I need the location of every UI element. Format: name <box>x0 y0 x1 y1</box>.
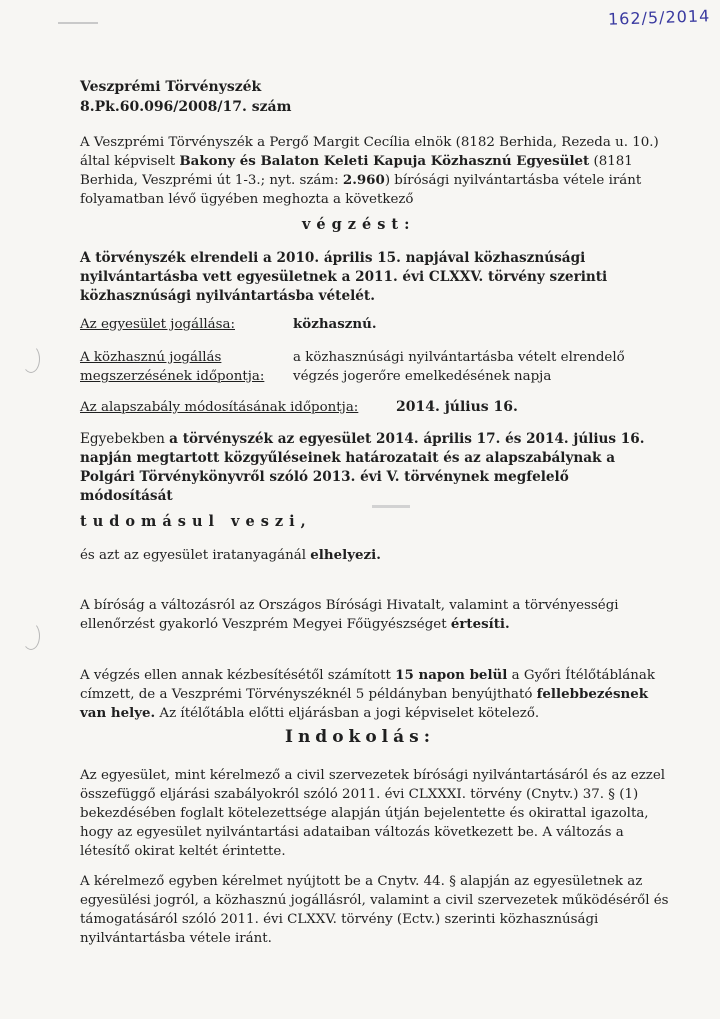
acquisition-value-line-2: végzés jogerőre emelkedésének napja <box>293 369 552 384</box>
intro-line-2-suffix: (8181 <box>589 154 633 169</box>
reasons1-line-5: létesítő okirat keltét érintette. <box>80 844 286 859</box>
heading-indokolas: Indokolás: <box>285 727 435 747</box>
heading-tudomasul-veszi: tudomásul veszi, <box>80 513 312 530</box>
notify-line-2-bold: értesíti. <box>450 616 510 632</box>
case-number: 8.Pk.60.096/2008/17. szám <box>80 99 292 115</box>
acquisition-value <box>293 348 625 386</box>
order-line-1: A törvényszék elrendeli a 2010. április 15. napjával közhasznúsági <box>80 250 586 266</box>
appeal-paragraph <box>80 666 660 723</box>
otherwise-line-1-prefix: Egyebekben <box>80 431 170 447</box>
reasons-paragraph-1 <box>80 766 670 861</box>
intro-line-3-prefix: Berhida, Veszprémi út 1-3.; nyt. szám: <box>80 173 343 188</box>
appeal-deadline: 15 napon belül <box>395 667 508 683</box>
otherwise-line-4: módosítását <box>80 488 173 504</box>
order-line-3: közhasznúsági nyilvántartásba vételét. <box>80 288 375 304</box>
reasons1-line-4: hogy az egyesület nyilvántartási adataiban változás következett be. A változás a <box>80 825 624 840</box>
notify-line-2 <box>80 615 660 634</box>
file-line <box>80 546 381 565</box>
file-line-bold: elhelyezi. <box>310 547 381 563</box>
intro-line-3-suffix: ) bírósági nyilvántartásba vétele iránt <box>384 173 642 188</box>
otherwise-line-1 <box>80 430 660 449</box>
file-line-prefix: és azt az egyesület iratanyagánál <box>80 548 311 563</box>
otherwise-line-1-bold: a törvényszék az egyesület 2014. április 17. és 2014. július 16. <box>169 431 645 447</box>
intro-line-1: A Veszprémi Törvényszék a Pergő Margit Cecília elnök (8182 Berhida, Rezeda u. 10.) <box>80 135 659 150</box>
punch-hole-mark <box>22 345 40 373</box>
order-paragraph <box>80 249 660 306</box>
intro-line-2-prefix: által képviselt <box>80 154 180 169</box>
acquisition-label <box>80 348 264 386</box>
appeal-line-2-prefix: címzett, de a Veszprémi Törvényszéknél 5 példányban benyújtható <box>80 687 537 702</box>
otherwise-line-3: Polgári Törvénykönyvről szóló 2013. évi V. törvénynek megfelelő <box>80 469 569 485</box>
appeal-line-1 <box>80 666 660 685</box>
acquisition-label-line-1: A közhasznú jogállás <box>80 350 222 365</box>
reasons2-line-3: támogatásáról szóló 2011. évi CLXXV. törvény (Ectv.) szerinti közhasznúsági <box>80 912 599 927</box>
legal-status-label: Az egyesület jogállása: <box>80 317 235 332</box>
order-line-2: nyilvántartásba vett egyesületnek a 2011. évi CLXXV. törvény szerinti <box>80 269 608 285</box>
appeal-line-2 <box>80 685 660 704</box>
reasons2-line-2: egyesülési jogról, a közhasznú jogállásról, valamint a civil szervezetek működéséről és <box>80 893 669 908</box>
punch-hole-mark <box>22 622 40 650</box>
intro-line-4: folyamatban lévő ügyében meghozta a következő <box>80 192 414 207</box>
acquisition-value-line-1: a közhasznúsági nyilvántartásba vételt elrendelő <box>293 350 625 365</box>
notify-line-2-prefix: ellenőrzést gyakorló Veszprém Megyei Főügyészséget <box>80 617 451 632</box>
legal-status-value: közhasznú. <box>293 316 377 332</box>
appeal-line-1-prefix: A végzés ellen annak kézbesítésétől számított <box>80 668 396 683</box>
handwritten-note: 162/5/2014 <box>607 6 711 29</box>
appeal-line-3-suffix: Az ítélőtábla előtti eljárásban a jogi képviselet kötelező. <box>155 706 540 721</box>
appeal-line-1-suffix: a Győri Ítélőtáblának <box>507 668 655 683</box>
appeal-line-3-bold: van helye. <box>80 705 156 721</box>
intro-line-2 <box>80 152 660 171</box>
reasons1-line-1: Az egyesület, mint kérelmező a civil szervezetek bírósági nyilvántartásáról és az ezzel <box>80 768 666 783</box>
association-name: Bakony és Balaton Keleti Kapuja Közhasznú Egyesület <box>179 153 590 169</box>
amendment-label: Az alapszabály módosításának időpontja: <box>80 400 359 415</box>
otherwise-line-2: napján megtartott közgyűléseinek határozatait és az alapszabálynak a <box>80 450 616 466</box>
acquisition-label-line-2: megszerzésének időpontja: <box>80 369 265 384</box>
notify-line-1: A bíróság a változásról az Országos Bírósági Hivatalt, valamint a törvényességi <box>80 598 619 613</box>
reasons-paragraph-2 <box>80 872 670 948</box>
notify-paragraph <box>80 596 660 634</box>
amendment-date: 2014. július 16. <box>396 399 518 415</box>
otherwise-paragraph <box>80 430 660 506</box>
appeal-line-3 <box>80 704 660 723</box>
reasons1-line-2: összefüggő eljárási szabályokról szóló 2011. évi CLXXXI. törvény (Cnytv.) 37. § (1) <box>80 787 639 802</box>
registry-number: 2.960 <box>342 172 385 188</box>
court-name: Veszprémi Törvényszék <box>80 79 262 95</box>
reasons2-line-1: A kérelmező egyben kérelmet nyújtott be a Cnytv. 44. § alapján az egyesületnek az <box>80 874 643 889</box>
intro-paragraph <box>80 133 660 209</box>
reasons2-line-4: nyilvántartásba vétele iránt. <box>80 931 272 946</box>
heading-vegzest: végzést: <box>302 216 416 233</box>
intro-line-3 <box>80 171 660 190</box>
scan-mark <box>58 22 98 24</box>
appeal-line-2-bold: fellebbezésnek <box>536 686 649 702</box>
reasons1-line-3: bekezdésében foglalt kötelezettsége alapján útján bejelentette és okirattal igazolta, <box>80 806 649 821</box>
